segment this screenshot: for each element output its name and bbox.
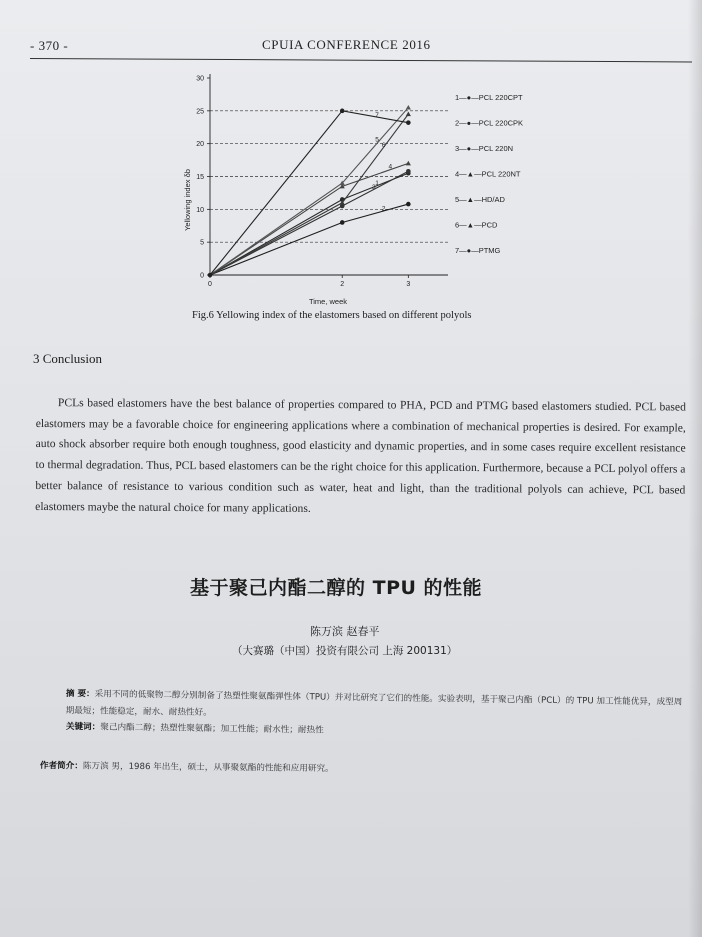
running-header [30, 36, 690, 58]
yellowing-index-chart [150, 60, 590, 310]
series-point-2 [340, 220, 345, 225]
series-point-5 [406, 105, 411, 110]
x-tick-label: 2 [340, 281, 345, 288]
bio-text: 陈万滨 男，1986 年出生，硕士，从事聚氨酯的性能和应用研究。 [82, 761, 334, 775]
y-tick-label: 10 [196, 206, 204, 214]
series-label-3: 3 [371, 184, 376, 192]
legend-item-2: 2—●—PCL 220CPK [455, 118, 524, 128]
x-tick-label: 3 [406, 281, 411, 288]
conference-name: CPUIA CONFERENCE 2016 [262, 37, 431, 52]
origin-point [208, 273, 213, 278]
page-number: - 370 - [30, 38, 69, 53]
y-tick-label: 20 [196, 141, 204, 149]
author-bio [40, 759, 660, 777]
y-tick-label: 5 [200, 239, 204, 247]
series-point-7 [406, 120, 411, 125]
series-label-2: 2 [381, 205, 386, 213]
legend-item-3: 3—●—PCL 220N [455, 144, 514, 153]
series-point-2 [406, 202, 411, 207]
legend-item-1: 1—●—PCL 220CPT [455, 93, 523, 102]
y-tick-label: 25 [196, 108, 204, 116]
series-label-1: 1 [375, 179, 379, 187]
series-label-6: 6 [381, 142, 386, 150]
legend-item-5: 5—▲—HD/AD [455, 195, 505, 204]
series-line-5 [210, 108, 408, 275]
y-tick-label: 0 [200, 272, 204, 280]
series-point-7 [340, 109, 345, 114]
figure-caption: Fig.6 Yellowing index of the elastomers based on different polyols [192, 310, 472, 321]
section-heading: 3 Conclusion [33, 351, 102, 366]
series-line-2 [210, 204, 408, 275]
x-axis-label: Time, week [308, 297, 348, 306]
y-tick-label: 30 [196, 75, 204, 83]
legend-item-4: 4—▲—PCL 220NT [455, 169, 521, 179]
series-line-3 [210, 171, 408, 275]
chinese-title: 基于聚己内酯二醇的 TPU 的性能 [190, 577, 483, 599]
page-edge-shadow [688, 0, 702, 937]
bio-label: 作者简介： [39, 760, 83, 772]
chinese-authors: 陈万滨 赵春平 [310, 625, 380, 638]
legend-item-6: 6—▲—PCD [455, 220, 498, 230]
y-tick-label: 15 [196, 174, 204, 181]
series-point-6 [406, 112, 411, 117]
chinese-affiliation: （大赛璐（中国）投资有限公司 上海 200131） [232, 645, 458, 657]
conclusion-paragraph: PCLs based elastomers have the best balance of properties compared to PHA, PCD and PTMG based elastomers studied. PCL based elastomers may be a favorable choice for engineering applications where a combination of mechanical properties is desired. For example, auto shock absorber require both enough toughness, good elasticity and dynamic properties, and in some cases require excellent resistance to thermal degradation. Thus, PCL based elastomers can be the right choice for this application. Furthermore, because a PCL polyol offers a better balance of resistance to various condition such as water, heat and light, than the traditional polyols can achieve, PCL based elastomers maybe the natural choice for many applications. [35, 396, 686, 515]
keywords-text: 聚己内酯二醇；热塑性聚氨酯；加工性能；耐水性；耐热性 [100, 722, 324, 736]
series-label-4: 4 [388, 163, 393, 171]
abstract-text: 采用不同的低聚物二醇分别制备了热塑性聚氨酯弹性体（TPU）并对比研究了它们的性能。实验表明，基于聚己内酯（PCL）的 TPU 加工性能优异，成型周期最短；性能稳定，耐水、耐热性好。 [65, 689, 683, 719]
series-point-3 [406, 169, 411, 174]
series-point-4 [406, 161, 411, 166]
abstract-label: 摘 要： [65, 688, 95, 700]
series-label-5: 5 [375, 136, 379, 144]
y-axis-label: Yellowing index δb [183, 169, 192, 231]
keywords-label: 关键词： [65, 721, 101, 733]
x-tick-label: 0 [208, 281, 212, 288]
legend-item-7: 7—●—PTMG [455, 246, 501, 255]
series-label-7: 7 [375, 112, 379, 120]
